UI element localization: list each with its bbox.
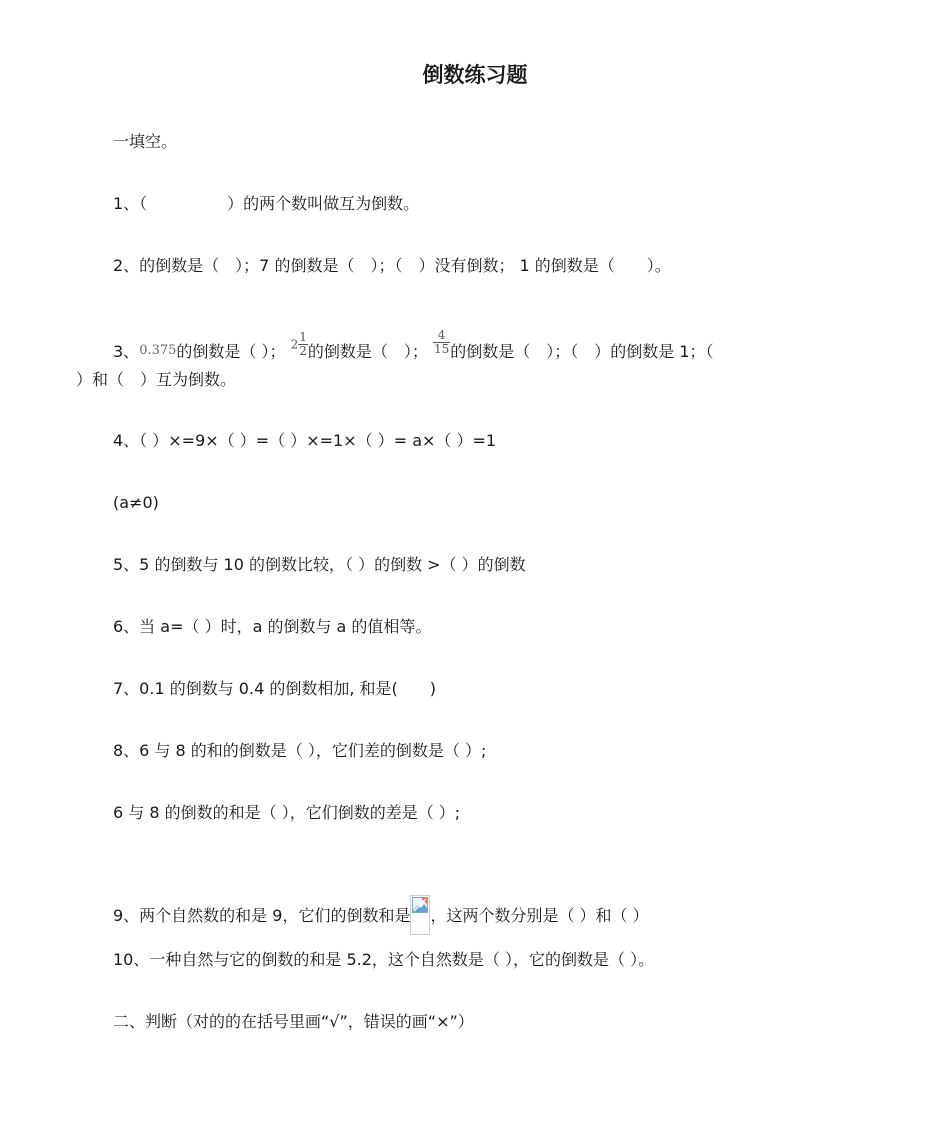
page-title: 倒数练习题 (422, 63, 528, 87)
question-3-text-3: 的倒数是（ ）；（ ）的倒数是 1；（ (450, 342, 714, 361)
question-6: 6、当 a=（ ）时，a 的倒数与 a 的值相等。 (113, 617, 432, 636)
question-10: 10、一种自然与它的倒数的和是 5.2，这个自然数是（ ），它的倒数是（ ）。 (113, 950, 655, 969)
number-0375: 0.375 (139, 343, 177, 358)
mixed-fraction: 2 $\frac{1}{2}$ (290, 330, 307, 358)
question-8a: 8、6 与 8 的和的倒数是（ ），它们差的倒数是（ ）; (113, 741, 487, 760)
question-3-text-2: 的倒数是（ ）； (307, 342, 428, 361)
question-9-text-after: ，这两个数分别是（ ）和（ ） (430, 906, 649, 925)
question-4-note: (a≠0) (113, 493, 159, 512)
question-3-prefix: 3、 (113, 342, 140, 361)
question-1: 1、（ ）的两个数叫做互为倒数。 (113, 194, 420, 213)
question-8b: 6 与 8 的倒数的和是（ ），它们倒数的差是（ ）; (113, 803, 461, 822)
question-9-text-before: 9、两个自然数的和是 9，它们的倒数和是 (113, 906, 411, 925)
question-3 (113, 328, 714, 366)
question-5: 5、5 的倒数与 10 的倒数比较，（ ）的倒数 >（ ）的倒数 (113, 555, 526, 574)
question-4: 4、（ ）×=9×（ ）=（ ）×=1×（ ）= a×（ ）=1 (113, 431, 497, 450)
question-3-text-1: 的倒数是（ ）； (176, 342, 286, 361)
fraction-4-15: $\frac{4}{15}$ (433, 328, 450, 356)
broken-image-icon (410, 895, 430, 935)
section-heading-true-false: 二、判断（对的的在括号里画“√”，错误的画“×”） (113, 1012, 474, 1031)
question-2: 2、的倒数是（ ）；7 的倒数是（ ）；（ ）没有倒数； 1 的倒数是（ ）。 (113, 256, 671, 275)
question-7: 7、0.1 的倒数与 0.4 的倒数相加, 和是( ) (113, 679, 436, 698)
question-3-continuation: ）和（ ）互为倒数。 (76, 370, 237, 389)
section-heading-fill-blank: 一填空。 (113, 132, 178, 151)
question-9 (113, 887, 649, 927)
